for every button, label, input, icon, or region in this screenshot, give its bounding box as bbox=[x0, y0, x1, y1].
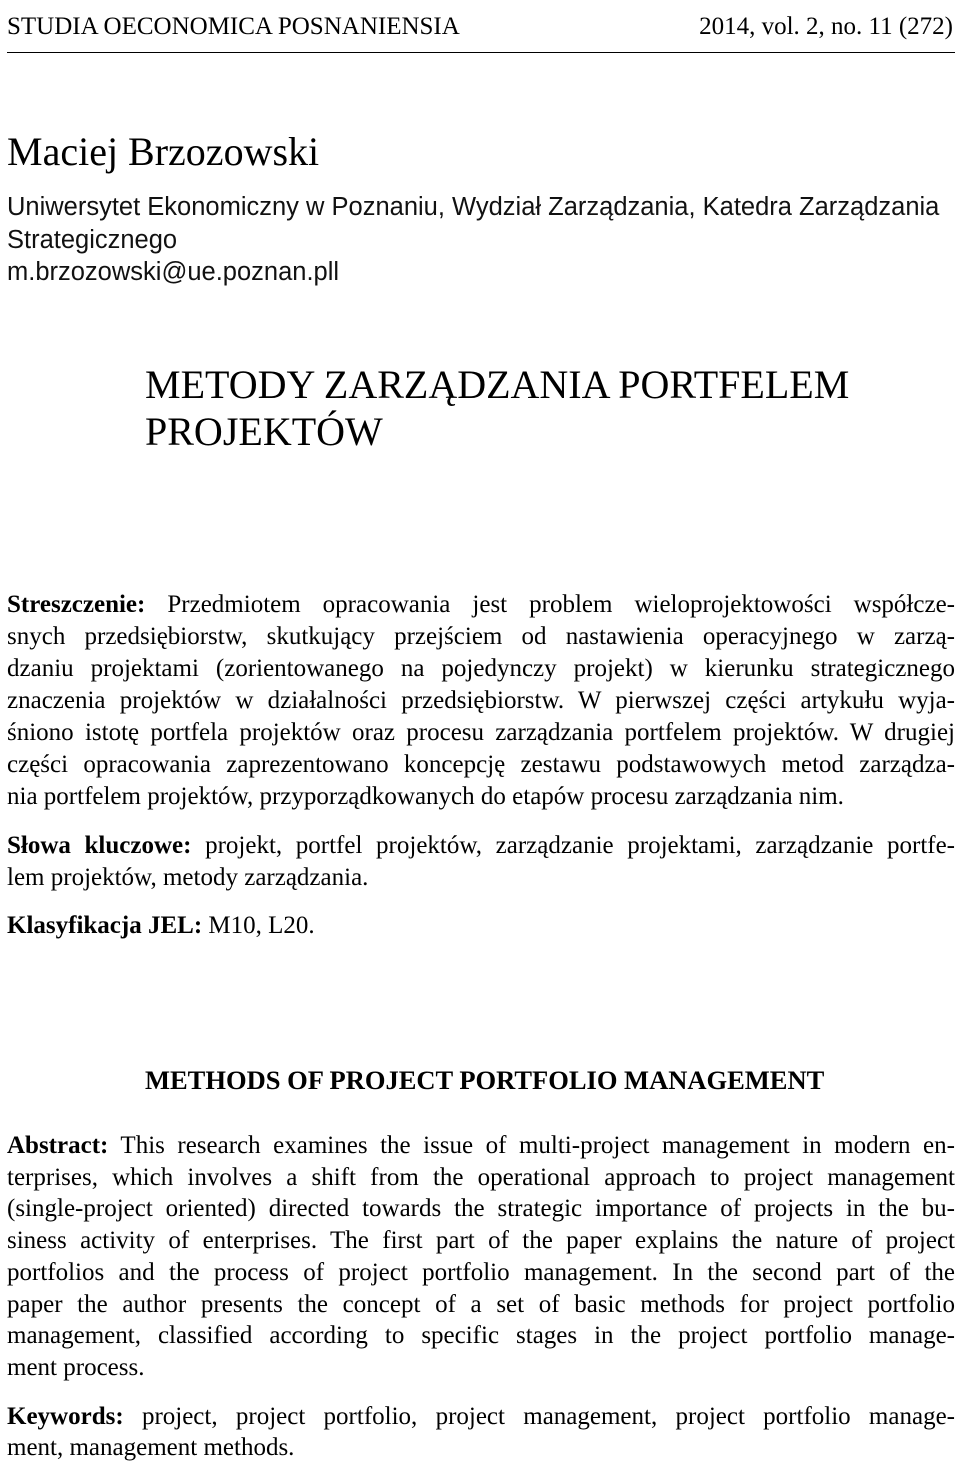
issue-info: 2014, vol. 2, no. 11 (272) bbox=[699, 13, 953, 40]
journal-name: STUDIA OECONOMICA POSNANIENSIA bbox=[7, 13, 460, 40]
abstract-en-line: portfolios and the process of project portfolio management. In the second part of the bbox=[7, 1258, 955, 1286]
header-rule bbox=[7, 52, 955, 53]
abstract-pl-line: dzaniu projektami (zorientowanego na pojedynczy projekt) w kierunku strategicznego bbox=[7, 655, 955, 682]
abstract-pl-line: snych przedsiębiorstw, skutkujący przejściem od nastawienia operacyjnego w zarzą- bbox=[7, 623, 955, 650]
abstract-en-line: siness activity of enterprises. The first part of the paper explains the nature of project bbox=[7, 1227, 955, 1255]
abstract-english bbox=[7, 1130, 955, 1384]
abstract-en-line: management, classified according to specific stages in the project portfolio manage- bbox=[7, 1322, 955, 1350]
keywords-en-text: project, project portfolio, project management, project portfolio manage- bbox=[141, 1403, 955, 1430]
abstract-en-line bbox=[7, 1130, 955, 1162]
running-header bbox=[7, 11, 953, 43]
author-affiliation-block bbox=[7, 191, 955, 289]
jel-classification bbox=[7, 910, 955, 942]
keywords-en-line bbox=[7, 1401, 955, 1432]
abstract-pl-line: nia portfelem projektów, przyporządkowanych do etapów procesu zarządzania nim. bbox=[7, 783, 844, 810]
jel-label: Klasyfikacja JEL: bbox=[7, 912, 203, 939]
keywords-en-label: Keywords: bbox=[7, 1403, 124, 1430]
author-affiliation: Uniwersytet Ekonomiczny w Poznaniu, Wydział Zarządzania, Katedra Zarządzania Strategicznego bbox=[7, 193, 940, 254]
keywords-en-line: ment, management methods. bbox=[7, 1434, 295, 1461]
abstract-pl-line: części opracowania zaprezentowano koncepcję zestawu podstawowych metod zarządza- bbox=[7, 751, 955, 778]
author-name: Maciej Brzozowski bbox=[7, 129, 320, 174]
jel-line bbox=[7, 910, 955, 942]
keywords-polish bbox=[7, 830, 955, 894]
abstract-pl-line bbox=[7, 589, 955, 621]
abstract-en-line: paper the author presents the concept of a set of basic methods for project portfolio bbox=[7, 1290, 955, 1318]
keywords-pl-line bbox=[7, 830, 955, 862]
abstract-polish bbox=[7, 589, 955, 813]
keywords-pl-text: projekt, portfel projektów, zarządzanie projektami, zarządzanie portfe- bbox=[205, 832, 956, 859]
title-polish: METODY ZARZĄDZANIA PORTFELEM PROJEKTÓW bbox=[145, 362, 850, 454]
title-english: METHODS OF PROJECT PORTFOLIO MANAGEMENT bbox=[145, 1065, 825, 1095]
abstract-en-label: Abstract: bbox=[7, 1132, 109, 1159]
abstract-pl-line: śniono istotę portfela projektów oraz procesu zarządzania portfelem projektów. W drugiej bbox=[7, 719, 955, 746]
abstract-pl-line: znaczenia projektów w działalności przedsiębiorstw. W pierwszej części artykułu wyja- bbox=[7, 687, 955, 714]
keywords-english bbox=[7, 1401, 955, 1463]
abstract-en-line: terprises, which involves a shift from the operational approach to project management bbox=[7, 1163, 955, 1191]
abstract-pl-label: Streszczenie: bbox=[7, 591, 146, 618]
abstract-en-line: (single-project oriented) directed towards the strategic importance of projects in the bu- bbox=[7, 1195, 955, 1223]
keywords-pl-label: Słowa kluczowe: bbox=[7, 832, 192, 859]
jel-value: M10, L20. bbox=[208, 912, 315, 939]
abstract-pl-text: Przedmiotem opracowania jest problem wieloprojektowości współcze- bbox=[167, 591, 955, 618]
author-email: m.brzozowski@ue.poznan.pll bbox=[7, 258, 340, 286]
abstract-en-text: This research examines the issue of multi-project management in modern en- bbox=[120, 1132, 955, 1159]
abstract-en-line: ment process. bbox=[7, 1353, 145, 1381]
keywords-pl-line: lem projektów, metody zarządzania. bbox=[7, 864, 369, 891]
